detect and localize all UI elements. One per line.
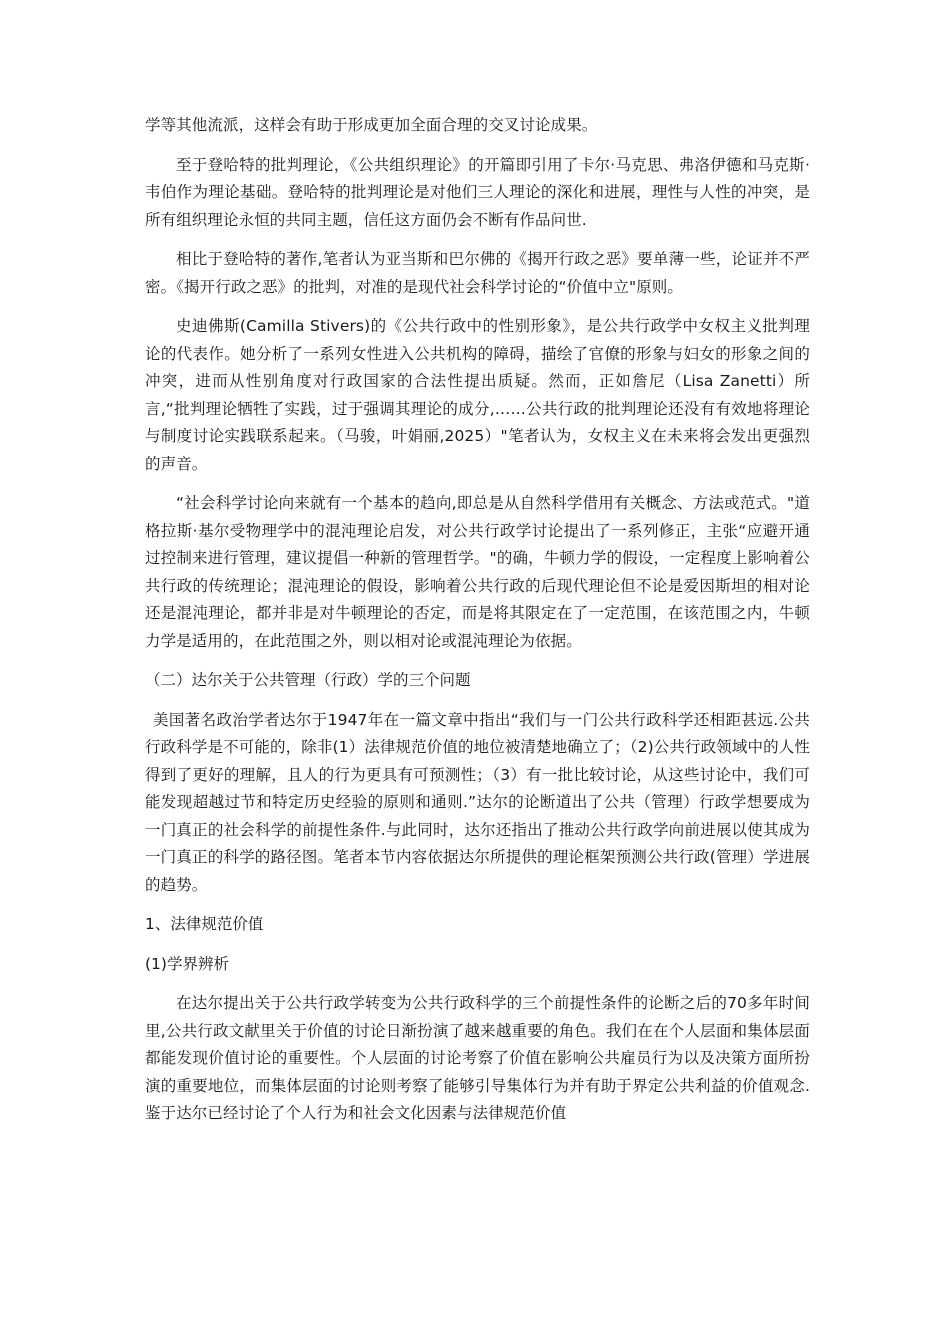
subsection-heading-legal-normative-values: 1、法律规范价值: [145, 915, 264, 933]
paragraph-chaos-theory: “社会科学讨论向来就有一个基本的趋向,即总是从自然科学借用有关概念、方法或范式。"道格拉斯·基尔受物理学中的混沌理论启发，对公共行政学讨论提出了一系列修正，主张“应避开通过控制来进行管理，建议提倡一种新的管理哲学。"的确，牛顿力学的假设，一定程度上影响着公共行政的传统理论；混沌理论的假设，影响着公共行政的后现代理论但不论是爱因斯坦的相对论还是混沌理论，都并非是对牛顿理论的否定，而是将其限定在了一定范围，在该范围之内，牛顿力学是适用的，在此范围之外，则以相对论或混沌理论为依据。: [145, 494, 810, 650]
paragraph-unmasking-administrative-evil: 相比于登哈特的著作,笔者认为亚当斯和巴尔佛的《揭开行政之恶》要单薄一些，论证并不严密。《揭开行政之恶》的批判，对准的是现代社会科学讨论的“价值中立"原则。: [145, 250, 810, 296]
document-body: [145, 112, 810, 1140]
section-heading-dahl-three-problems: （二）达尔关于公共管理（行政）学的三个问题: [145, 671, 471, 689]
paragraph-stivers-feminist-theory: 史迪佛斯(Camilla Stivers)的《公共行政中的性别形象》，是公共行政学中女权主义批判理论的代表作。她分析了一系列女性进入公共机构的障碍，描绘了官僚的形象与妇女的形象之间的冲突，进而从性别角度对行政国家的合法性提出质疑。然而，正如詹尼（Lisa Zanetti）所言,“批判理论牺牲了实践，过于强调其理论的成分,……公共行政的批判理论还没有有效地将理论与制度讨论实践联系起来。（马骏，叶娟丽,2025）"笔者认为，女权主义在未来将会发出更强烈的声音。: [145, 317, 810, 473]
subsubsection-heading-academic-analysis: (1)学界辨析: [145, 954, 229, 973]
paragraph-continuation: 学等其他流派，这样会有助于形成更加全面合理的交叉讨论成果。: [145, 116, 598, 134]
paragraph-dahl-1947: 美国著名政治学者达尔于1947年在一篇文章中指出“我们与一门公共行政科学还相距甚远.公共行政科学是不可能的，除非(1）法律规范价值的地位被清楚地确立了；（2)公共行政领域中的人性得到了更好的理解，且人的行为更具有可预测性；（3）有一批比较讨论，从这些讨论中，我们可能发现超越过节和特定历史经验的原则和通则.”达尔的论断道出了公共（管理）行政学想要成为一门真正的社会科学的前提性条件.与此同时，达尔还指出了推动公共行政学向前进展以使其成为一门真正的科学的路径图。笔者本节内容依据达尔所提供的理论框架预测公共行政(管理）学进展的趋势。: [145, 710, 810, 894]
paragraph-values-discussion: 在达尔提出关于公共行政学转变为公共行政科学的三个前提性条件的论断之后的70多年时间里,公共行政文献里关于价值的讨论日渐扮演了越来越重要的角色。我们在在个人层面和集体层面都能发现价值讨论的重要性。个人层面的讨论考察了价值在影响公共雇员行为以及决策方面所扮演的重要地位，而集体层面的讨论则考察了能够引导集体行为并有助于界定公共利益的价值观念.鉴于达尔已经讨论了个人行为和社会文化因素与法律规范价值: [145, 994, 810, 1122]
paragraph-denhardt-critical-theory: 至于登哈特的批判理论，《公共组织理论》的开篇即引用了卡尔·马克思、弗洛伊德和马克斯·韦伯作为理论基础。登哈特的批判理论是对他们三人理论的深化和进展，理性与人性的冲突，是所有组织理论永恒的共同主题，信任这方面仍会不断有作品问世.: [145, 155, 810, 229]
